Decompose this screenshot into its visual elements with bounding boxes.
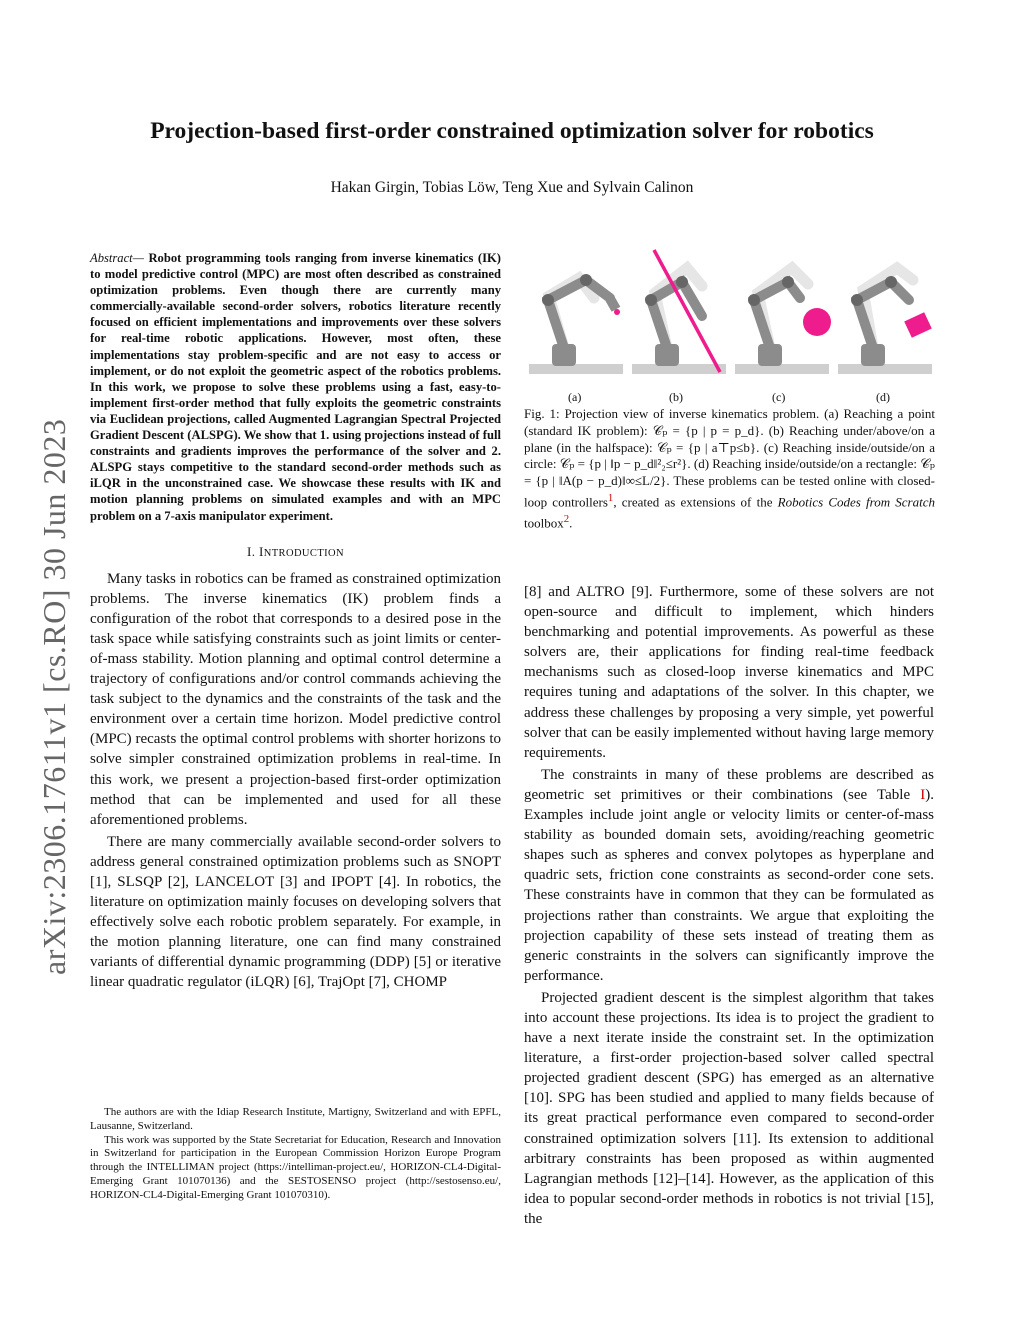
robot-panel-b (627, 238, 730, 388)
robot-panel-c (730, 238, 833, 388)
arxiv-stamp: arXiv:2306.17611v1 [cs.RO] 30 Jun 2023 (36, 418, 72, 975)
paragraph: The constraints in many of these problems are described as geometric set primitives or their combinations (see Table I). Examples include joint angle or velocity limits or center-of-mass stability as bounded domain sets, avoiding/reaching geometric shapes such as spheres and convex polytopes as hyperplane and quadric sets, friction cone constraints as second-order cone sets. These constraints have in common that they can be formulated as projections rather than constraints. We argue that exploiting the projection capability of these sets instead of treating them as generic constraints in the solvers can significantly improve the performance. (524, 766, 934, 984)
figure-1 (524, 238, 936, 388)
footnote-marker[interactable]: 2 (563, 513, 570, 526)
left-column (90, 250, 501, 993)
footnote-funding: This work was supported by the State Secretariat for Education, Research and Innovation in Switzerland for participation in the European Commission Horizon Europe Program through the INTELLIMAN project (https://intelliman-project.eu/, HORIZON-CL4-Digital-Emerging Grant 101070136) and the SESTOSENSO project (http://sestosenso.eu/, HORIZON-CL4-Digital-Emerging Grant 101070310). (90, 1133, 501, 1201)
robot-joint (748, 294, 760, 306)
abstract-text: Robot programming tools ranging from inverse kinematics (IK) to model predictive control (MPC) are most often described as constrained optimization problems. Even though there are currently many commercially-available second-order solvers, robotics literature recently focused on efficient implementations and improvements over these solvers for real-time robotic applications. However, most often, these implementations stay problem-specific and are not easy to access or implement, or do not exploit the geometric aspect of the robotics problems. In this work, we propose to solve these problems using a fast, easy-to-implement first-order method that fully exploits the geometric constraints via Euclidean projections, called Augmented Lagrangian Spectral Projected Gradient Descent (ALSPG). We show that 1. using projections instead of full constraints and gradients improves the performance of the solver and 2. ALSPG stays competitive to the standard second-order methods such as iLQR in the unconstrained case. We showcase these results with IK and motion planning problems on simulated examples and with an MPC problem on a 7-axis manipulator experiment. (90, 251, 501, 523)
ground-line (529, 364, 623, 374)
ground-line (735, 364, 829, 374)
robot-joint (885, 276, 897, 288)
subfigure-label: (b) (669, 390, 683, 404)
robot-panel-a (524, 238, 627, 388)
abstract-label: Abstract (90, 251, 133, 265)
robot-joint (542, 294, 554, 306)
ground-line (838, 364, 932, 374)
paragraph: Many tasks in robotics can be framed as constrained optimization problems. The inverse kinematics (IK) problem finds a configuration of the robot that corresponds to a desired pose in the task space while satisfying constraints such as joint limits or center-of-mass stability. Motion planning and optimal control determine a trajectory of configurations and/or control commands achieving the task subject to the dynamics and the constraints of the task and the environment over a certain time horizon. Model predictive control (MPC) recasts the optimal control problems with shorter horizons to solve simpler constrained optimization problems in real-time. In this work, we present a projection-based first-order optimization method that can be implemented and used for all these aforementioned problems. (90, 570, 501, 828)
section-heading-introduction: I. INTRODUCTION (247, 543, 344, 559)
robot-arm (754, 282, 800, 348)
footnote-marker[interactable]: 1 (607, 491, 614, 504)
target-rectangle (904, 312, 932, 338)
robot-joint (645, 294, 657, 306)
target-point (614, 309, 620, 315)
robot-joint (851, 294, 863, 306)
paragraph: Projected gradient descent is the simplest algorithm that takes into account these projections. Its idea is to project the gradient to have a next iterate inside the constraint set. In the optimization literature, a first-order projection-based solver called spectral projected gradient descent (SPG) has emerged as an alternative [10]. SPG has been studied and applied to many fields because of its great practical performance even compared to second-order constrained optimization solvers [11]. Its extension to additional arbitrary constraints has been proposed as within augmented Lagrangian methods [12]–[14]. However, as the application of this idea to popular second-order methods in robotics is not trivial [15], the (524, 989, 934, 1227)
abstract: Abstract— Robot programming tools ranging from inverse kinematics (IK) to model predictive control (MPC) are most often described as constrained optimization problems. Even though there are currently many commercially-available second-order solvers, robotics literature recently focused on efficient implementations and improvements over these solvers for real-time robotic applications. However, most often, these implementations stay problem-specific and are not easy to access or implement, or do not exploit the geometric aspect of the robotics problems. In this work, we propose to solve these problems using a fast, easy-to-implement first-order method that fully exploits the geometric constraints via Euclidean projections, called Augmented Lagrangian Spectral Projected Gradient Descent (ALSPG). We show that 1. using projections instead of full constraints and gradients improves the performance of the solver and 2. ALSPG stays competitive to the standard second-order methods such as iLQR in the unconstrained case. We showcase these results with IK and motion planning problems on simulated examples and with an MPC problem on a 7-axis manipulator experiment. (90, 251, 501, 523)
figure-caption: Fig. 1: Projection view of inverse kinematics problem. (a) Reaching a point (standard IK problem): 𝒞ₚ = {p | p = p_d}. (b) Reaching under/above/on a plane (in the halfspace): 𝒞ₚ = {p | a⊤p≤b}. (c) Reaching inside/outside/on a circle: 𝒞ₚ = {p | ‖p − p_d‖²₂≤r²}. (d) Reaching inside/outside/on a rectangle: 𝒞ₚ = {p | ‖A(p − p_d)‖∞≤L/2}. These problems can be tested online with closed-loop controllers$^1$, created as extensions of the Robotics Codes from Scratch toolbox$^2$. (524, 406, 935, 531)
robot-arm (857, 282, 909, 348)
robot-joint (676, 276, 688, 288)
paragraph: [8] and ALTRO [9]. Furthermore, some of these solvers are not open-source and difficult to implement, which hinders benchmarking and potential improvements. As powerful as these solvers are, their applications for finding real-time feedback mechanisms such as closed-loop inverse kinematics and MPC requires tuning and adaptations of the solver. In this chapter, we address these challenges by proposing a very simple, yet powerful solver that can be easily implemented without having large memory requirements. (524, 584, 934, 761)
paper-title: Projection-based first-order constrained optimization solver for robotics (150, 118, 874, 144)
robot-panel-d (833, 238, 936, 388)
robot-joint (580, 274, 592, 286)
author-list: Hakan Girgin, Tobias Löw, Teng Xue and Sylvain Calinon (330, 179, 694, 196)
subfigure-label: (d) (876, 390, 890, 404)
right-column (524, 582, 934, 1229)
subfigure-label: (a) (568, 390, 582, 404)
target-circle (803, 308, 831, 336)
subfigure-label: (c) (772, 390, 786, 404)
ground-line (632, 364, 726, 374)
table-reference-link[interactable]: I (920, 786, 926, 803)
robot-arm (548, 280, 610, 348)
paragraph: There are many commercially available second-order solvers to address general constrained optimization problems such as SNOPT [1], SLSQP [2], LANCELOT [3] and IPOPT [4]. In robotics, the literature on optimization mainly focuses on developing solvers that effectively solve each robotic problem separately. For example, in the motion planning literature, one can find many constrained variants of differential dynamic programming (DDP) [5] or iterative linear quadratic regulator (iLQR) [6], TrajOpt [7], CHOMP (90, 833, 501, 991)
robot-joint (782, 276, 794, 288)
footnote-affiliation: The authors are with the Idiap Research Institute, Martigny, Switzerland and with EPFL, Lausanne, Switzerland. (90, 1106, 501, 1132)
footnotes (90, 1106, 501, 1203)
